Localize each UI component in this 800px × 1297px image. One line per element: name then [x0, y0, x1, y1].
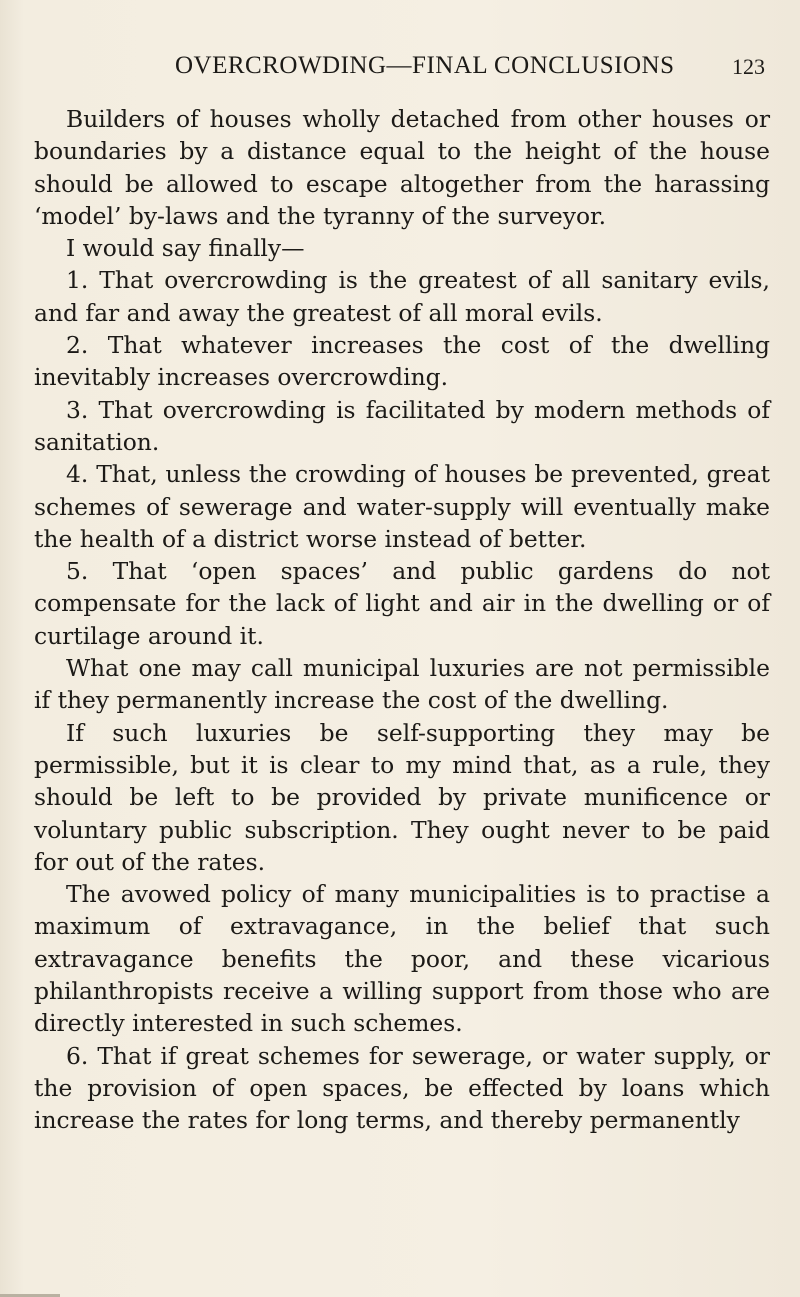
page-number: 123: [732, 54, 765, 79]
paragraph-self-supporting: If such luxuries be self-supporting they may be permissible, but it is clear to my mind that, as a rule, they should be left to be provided by private munificence or voluntary public subscription. They ought never to be paid for out of the rates.: [34, 718, 770, 876]
conclusion-2: 2. That whatever increases the cost of the dwelling inevitably increases overcrowding.: [34, 331, 770, 392]
body-text: [34, 103, 770, 1137]
paragraph-finally: I would say finally—: [66, 234, 305, 263]
page-header: [175, 52, 765, 88]
conclusion-4: 4. That, unless the crowding of houses be prevented, great schemes of sewerage and water-supply will eventually make the health of a district worse instead of better.: [34, 460, 770, 553]
paragraph-avowed-policy: The avowed policy of many municipalities is to practise a maximum of extravagance, in the belief that such extravagance benefits the poor, and these vicarious philanthropists receive a willing support from those who are directly interested in such schemes.: [34, 880, 770, 1038]
paragraph-municipal-luxuries: What one may call municipal luxuries are not permissible if they permanently increase the cost of the dwelling.: [34, 654, 770, 715]
paragraph-builders: Builders of houses wholly detached from other houses or boundaries by a distance equal to the height of the house should be allowed to escape altogether from the harassing ‘model’ by-laws and the tyranny of the surveyor.: [34, 105, 770, 230]
conclusion-5: 5. That ‘open spaces’ and public gardens do not compensate for the lack of light and air in the dwelling or of curtilage around it.: [34, 557, 770, 650]
running-title: OVERCROWDING—FINAL CONCLUSIONS: [175, 52, 675, 79]
conclusion-3: 3. That overcrowding is facilitated by modern methods of sanitation.: [34, 395, 770, 456]
conclusion-1: 1. That overcrowding is the greatest of all sanitary evils, and far and away the greatest of all moral evils.: [34, 266, 770, 327]
conclusion-6: 6. That if great schemes for sewerage, or water supply, or the provision of open spaces, be effected by loans which increase the rates for long terms, and thereby permanently: [34, 1041, 770, 1135]
